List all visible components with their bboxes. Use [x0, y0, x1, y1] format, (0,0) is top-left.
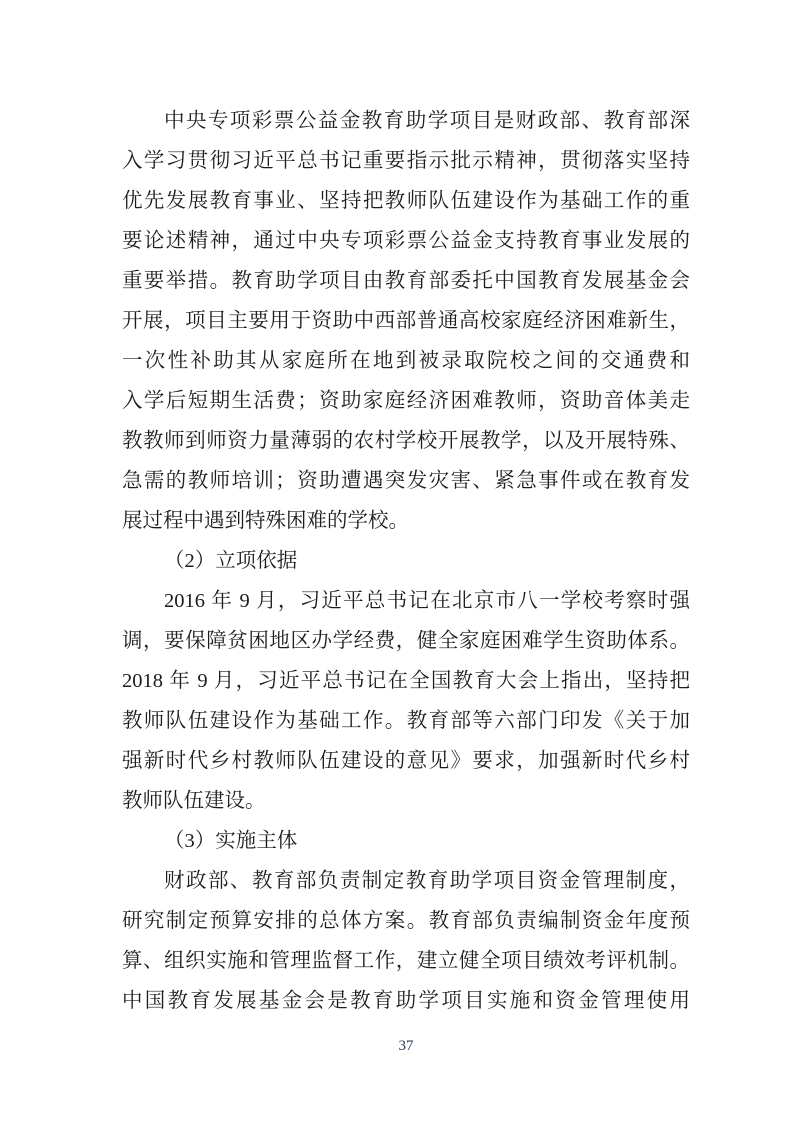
- text-line: 优先发展教育事业、坚持把教师队伍建设作为基础工作的重: [122, 190, 690, 212]
- text-line: 教师队伍建设。: [122, 790, 266, 812]
- text-line: 开展，项目主要用于资助中西部普通高校家庭经济困难新生，: [122, 310, 690, 332]
- text-line: 一次性补助其从家庭所在地到被录取院校之间的交通费和: [122, 350, 690, 372]
- text-line: 算、组织实施和管理监督工作，建立健全项目绩效考评机制。: [122, 950, 690, 972]
- text-line: 研究制定预算安排的总体方案。教育部负责编制资金年度预: [122, 910, 690, 932]
- text-line: 中国教育发展基金会是教育助学项目实施和资金管理使用: [122, 990, 690, 1012]
- page-footer: [122, 1037, 690, 1055]
- text-line: 2016 年 9 月，习近平总书记在北京市八一学校考察时强: [164, 590, 690, 612]
- text-line: 教师队伍建设作为基础工作。教育部等六部门印发《关于加: [122, 710, 690, 732]
- text-line: 重要举措。教育助学项目由教育部委托中国教育发展基金会: [122, 270, 690, 292]
- text-line: （2）立项依据: [164, 550, 298, 572]
- text-line: 入学习贯彻习近平总书记重要指示批示精神，贯彻落实坚持: [122, 150, 690, 172]
- text-line: 调，要保障贫困地区办学经费，健全家庭困难学生资助体系。: [122, 630, 690, 652]
- text-line: 教教师到师资力量薄弱的农村学校开展教学，以及开展特殊、: [122, 430, 690, 452]
- text-line: 急需的教师培训；资助遭遇突发灾害、紧急事件或在教育发: [122, 470, 690, 492]
- text-line: 要论述精神，通过中央专项彩票公益金支持教育事业发展的: [122, 230, 690, 252]
- body-text: [122, 101, 690, 1021]
- page-number: 37: [398, 1038, 414, 1054]
- text-line: 中央专项彩票公益金教育助学项目是财政部、教育部深: [164, 110, 690, 132]
- text-line: 展过程中遇到特殊困难的学校。: [122, 510, 409, 532]
- text-line: 2018 年 9 月，习近平总书记在全国教育大会上指出，坚持把: [122, 670, 690, 692]
- text-line: 入学后短期生活费；资助家庭经济困难教师，资助音体美走: [122, 390, 690, 412]
- text-line: 强新时代乡村教师队伍建设的意见》要求，加强新时代乡村: [122, 750, 690, 772]
- text-line: （3）实施主体: [164, 830, 298, 852]
- text-line: 财政部、教育部负责制定教育助学项目资金管理制度，: [164, 870, 690, 892]
